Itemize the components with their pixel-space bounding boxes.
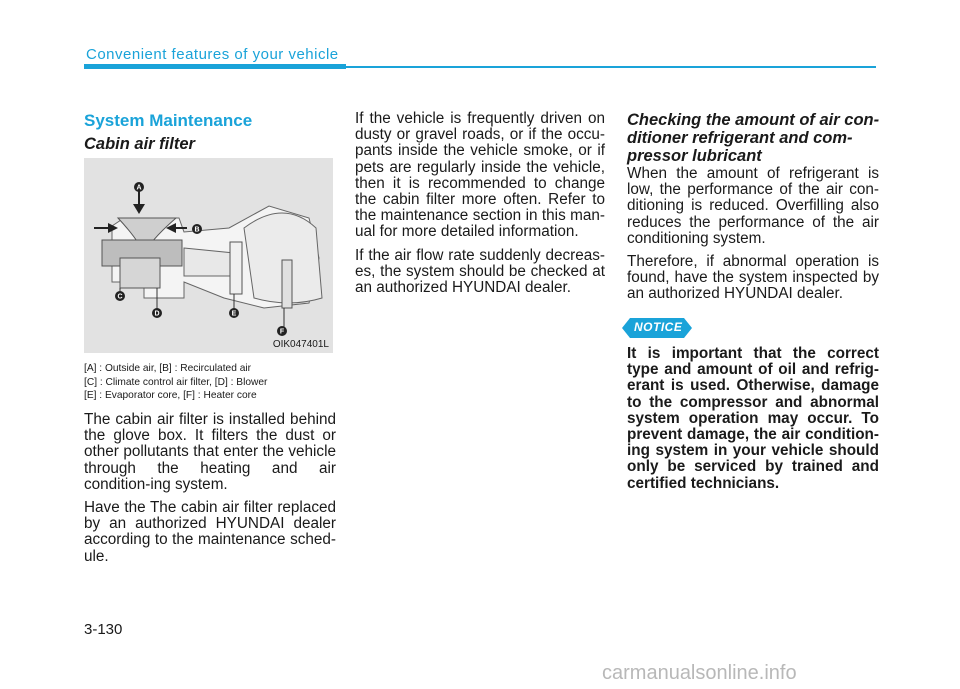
svg-text:E: E bbox=[231, 310, 237, 318]
paragraph: Therefore, if abnormal operation is found, have the system inspected by an authorized HYUNDAI dealer. bbox=[627, 253, 879, 303]
right-heading: Checking the amount of air con-ditioner refrigerant and com-pressor lubricant bbox=[627, 111, 880, 165]
svg-text:D: D bbox=[154, 310, 160, 318]
paragraph: If the vehicle is frequently driven on dusty or gravel roads, or if the occu-pants inside the vehicle smoke, or if pets are regularly inside the vehicle, then it is recommended to change the cabin filter more often. Refer to the maintenance section in this man-ual for more detailed information. bbox=[355, 110, 605, 241]
header-bar bbox=[84, 64, 346, 69]
paragraph: Have the The cabin air filter replaced by an authorized HYUNDAI dealer according to the maintenance sched-ule. bbox=[84, 499, 336, 565]
svg-text:A: A bbox=[136, 184, 142, 192]
left-body bbox=[84, 412, 336, 565]
subheading: Cabin air filter bbox=[84, 135, 195, 153]
page-number: 3-130 bbox=[84, 621, 123, 638]
svg-text:B: B bbox=[194, 226, 200, 234]
section-heading: System Maintenance bbox=[84, 111, 253, 130]
paragraph: When the amount of refrigerant is low, the performance of the air con-ditioning is reduced. Overfilling also reduces the performance of the air conditioning system. bbox=[627, 165, 879, 247]
caption-line: [C] : Climate control air filter, [D] : Blower bbox=[84, 376, 268, 388]
notice-label: NOTICE bbox=[634, 320, 683, 334]
watermark: carmanualsonline.info bbox=[602, 662, 797, 684]
caption-line: [A] : Outside air, [B] : Recirculated air bbox=[84, 363, 252, 374]
caption-line: [E] : Evaporator core, [F] : Heater core bbox=[84, 390, 257, 401]
figure-code: OIK047401L bbox=[272, 339, 329, 350]
svg-text:F: F bbox=[279, 328, 285, 336]
header-rule bbox=[346, 66, 876, 68]
notice-text: It is important that the correct type and amount of oil and refrig-erant is used. Otherwise, damage to the compressor and abnormal system operation may occur. To prevent damage, the air condition-ing system in your vehicle should only be serviced by trained and certified technicians. bbox=[627, 345, 879, 492]
figure-caption bbox=[84, 362, 336, 403]
svg-text:C: C bbox=[117, 293, 123, 301]
paragraph: The cabin air filter is installed behind the glove box. It filters the dust or other pollutants that enter the vehicle through the heating and air condition-ing system. bbox=[84, 411, 336, 493]
paragraph: If the air flow rate suddenly decreas-es, the system should be checked at an authorized HYUNDAI dealer. bbox=[355, 246, 605, 297]
section-title: Convenient features of your vehicle bbox=[86, 46, 339, 63]
right-body bbox=[627, 166, 879, 303]
cabin-filter-figure bbox=[84, 158, 333, 353]
hvac-diagram bbox=[84, 158, 333, 353]
middle-body bbox=[355, 111, 605, 296]
